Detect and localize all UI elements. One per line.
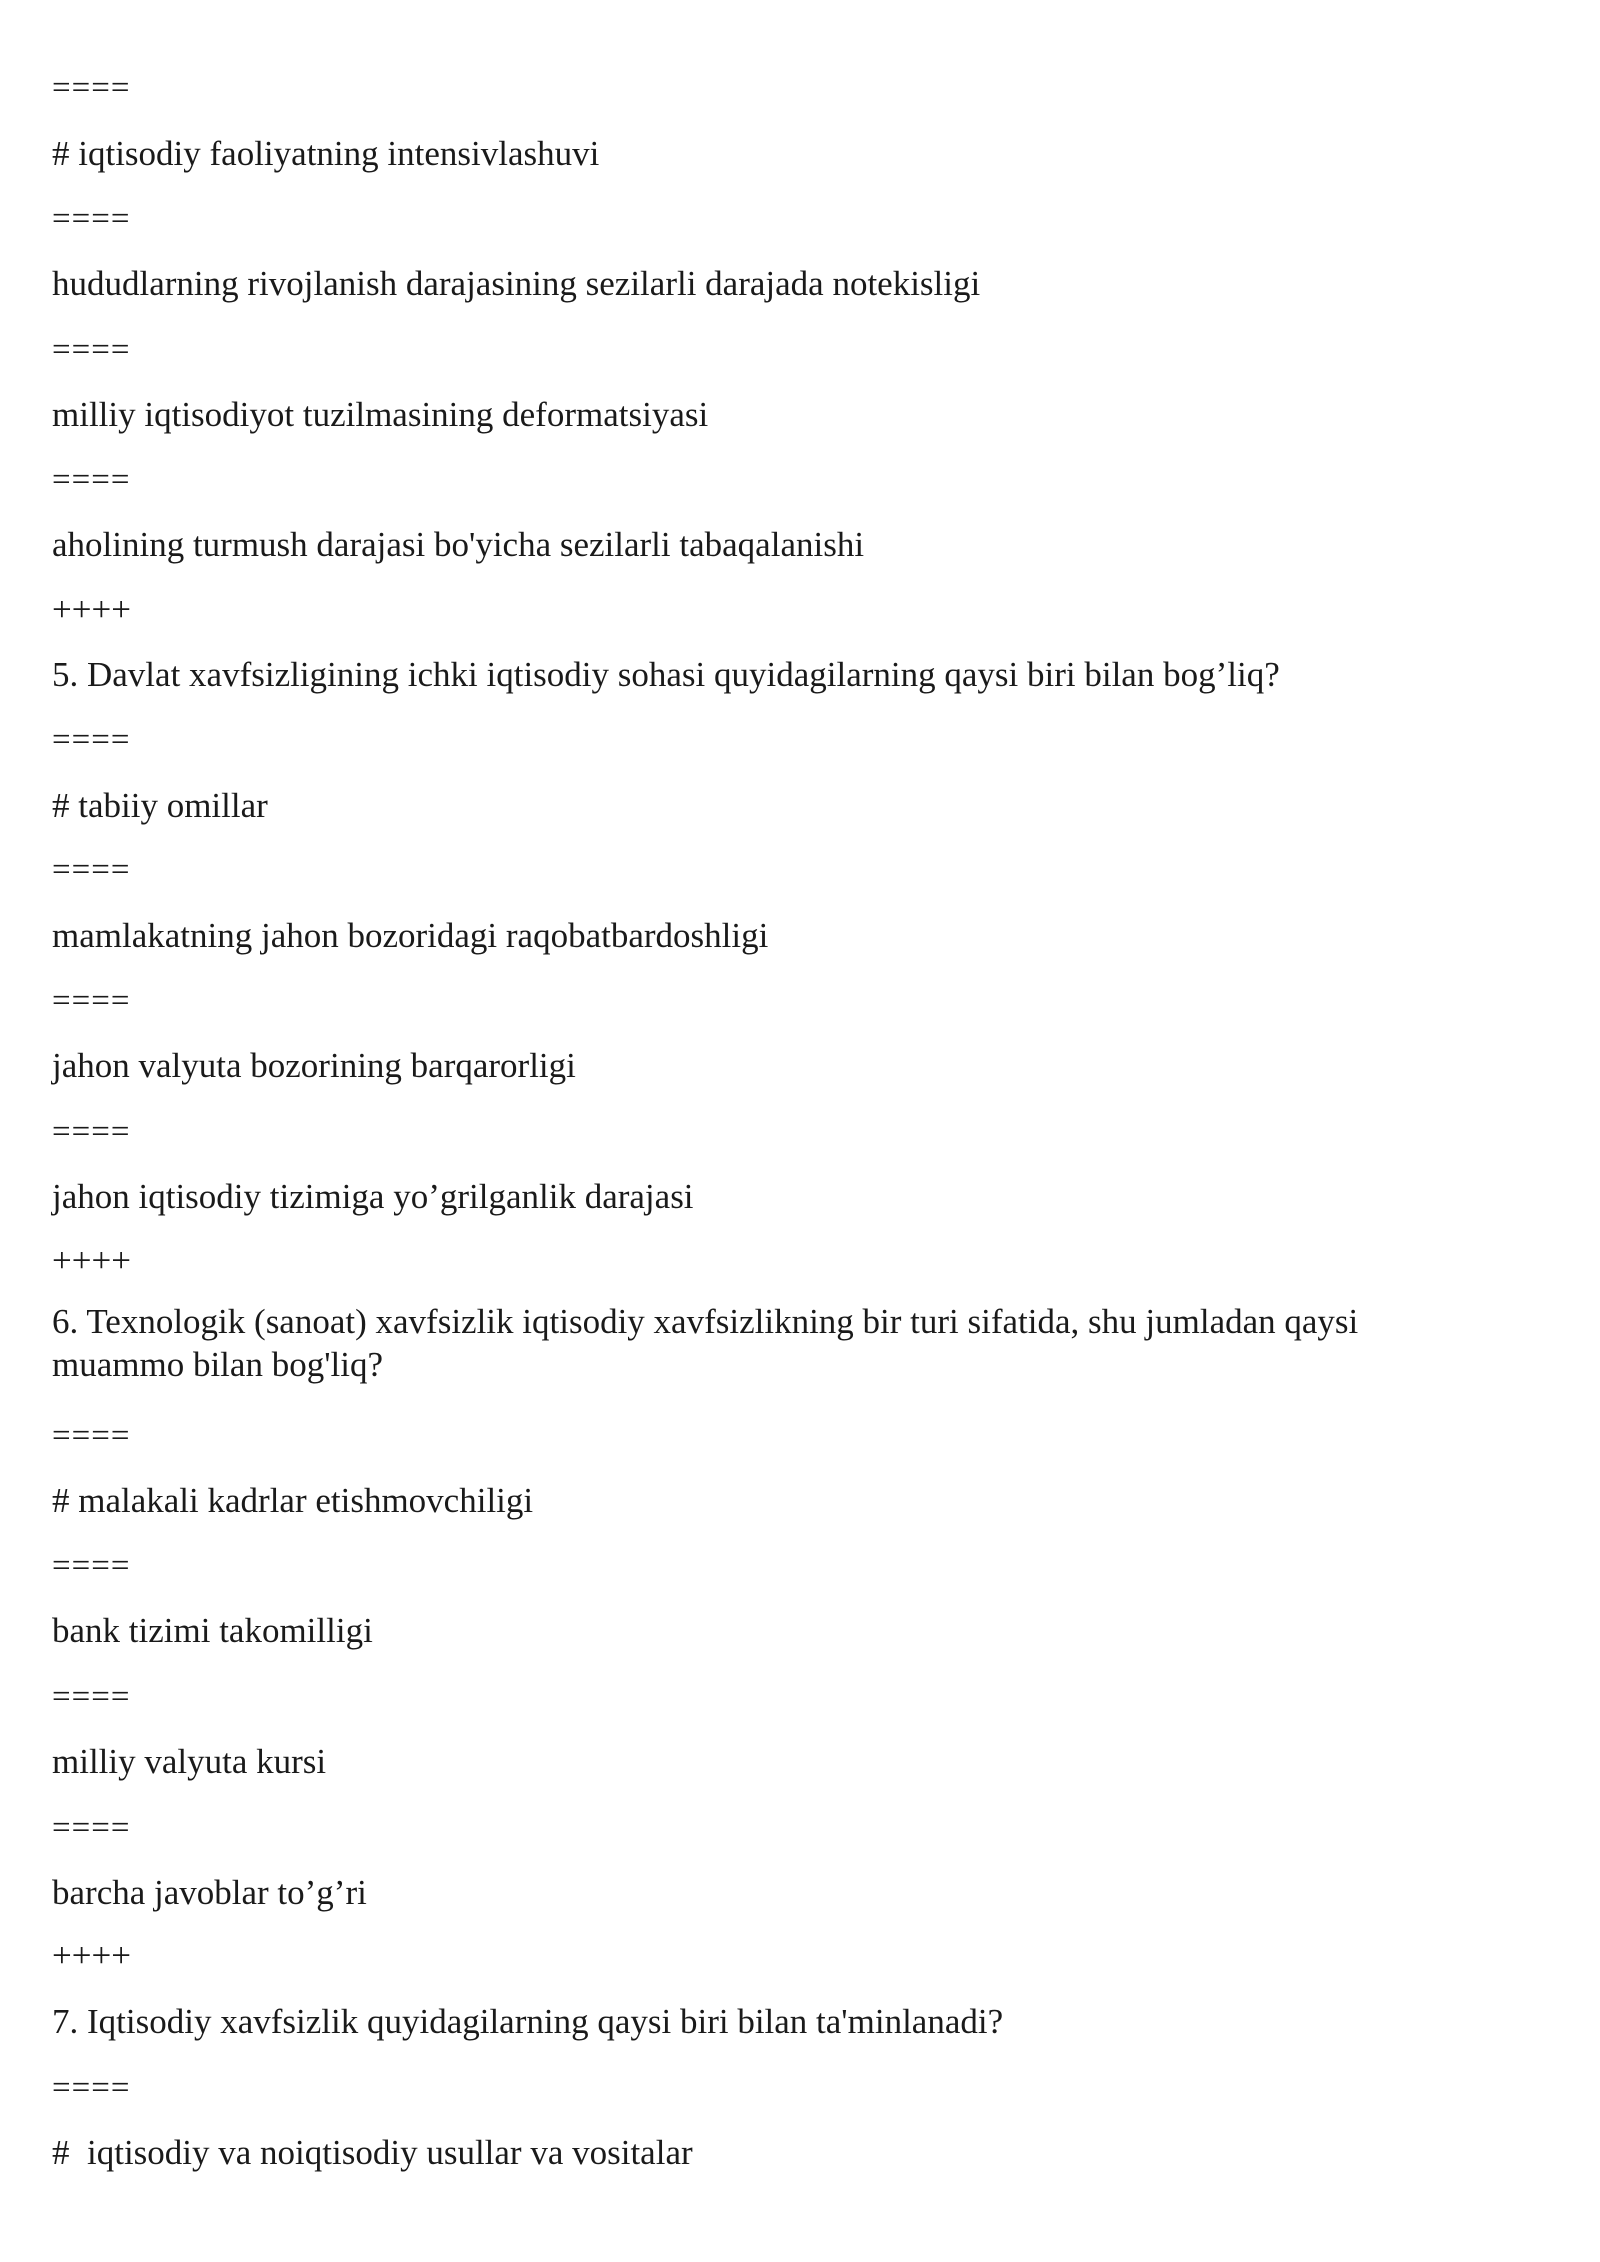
answer-option: barcha javoblar to’g’ri [52,1873,367,1912]
separator: ==== [52,722,131,758]
separator: ==== [52,1548,131,1584]
answer-option: jahon iqtisodiy tizimiga yo’grilganlik darajasi [52,1177,694,1216]
separator: ==== [52,462,131,498]
separator: ==== [52,1114,131,1150]
answer-option: hududlarning rivojlanish darajasining sezilarli darajada notekisligi [52,264,981,303]
question-text: 6. Texnologik (sanoat) xavfsizlik iqtisodiy xavfsizlikning bir turi sifatida, shu jumladan qaysi muammo bilan bog'liq? [52,1302,1359,1384]
answer-option: milliy valyuta kursi [52,1742,327,1781]
separator: ==== [52,983,131,1019]
separator: ==== [52,1679,131,1715]
separator: ==== [52,1418,131,1454]
answer-option: milliy iqtisodiyot tuzilmasining deformatsiyasi [52,395,709,434]
correct-answer: # tabiiy omillar [52,786,268,825]
question-text: 5. Davlat xavfsizligining ichki iqtisodiy sohasi quyidagilarning qaysi biri bilan bog’liq? [52,655,1280,694]
answer-option: aholining turmush darajasi bo'yicha sezilarli tabaqalanishi [52,525,865,564]
question-divider: ++++ [52,1241,131,1280]
question-divider: ++++ [52,590,131,629]
question-divider: ++++ [52,1936,131,1975]
correct-answer: # iqtisodiy faoliyatning intensivlashuvi [52,134,600,173]
answer-option: mamlakatning jahon bozoridagi raqobatbardoshligi [52,916,769,955]
answer-option: jahon valyuta bozorining barqarorligi [52,1046,576,1085]
correct-answer: # malakali kadrlar etishmovchiligi [52,1481,534,1520]
separator: ==== [52,70,131,106]
separator: ==== [52,2070,131,2106]
separator: ==== [52,1810,131,1846]
answer-option: bank tizimi takomilligi [52,1611,373,1650]
correct-answer: # iqtisodiy va noiqtisodiy usullar va vositalar [52,2133,693,2172]
separator: ==== [52,852,131,888]
separator: ==== [52,332,131,368]
separator: ==== [52,201,131,237]
question-text: 7. Iqtisodiy xavfsizlik quyidagilarning qaysi biri bilan ta'minlanadi? [52,2002,1004,2041]
